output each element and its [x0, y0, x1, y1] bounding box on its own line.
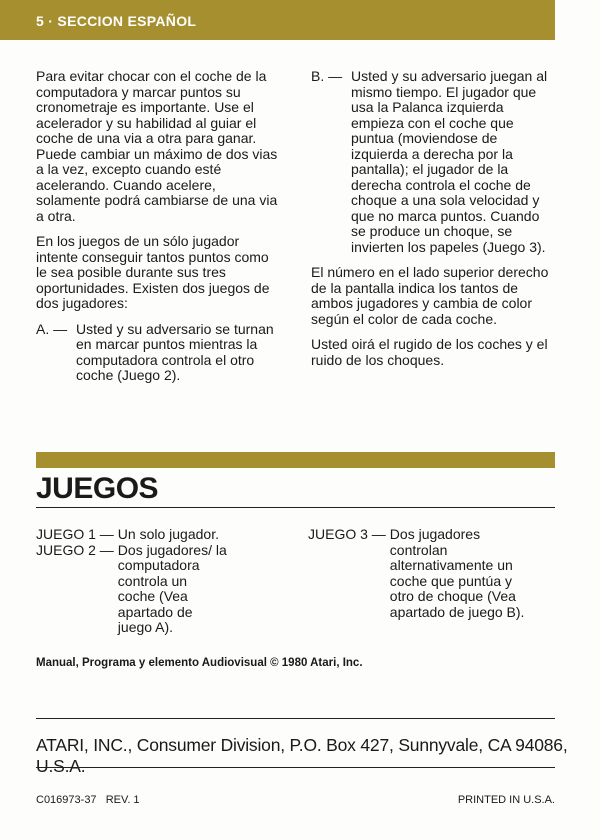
- game-item: [36, 543, 296, 636]
- paragraph-single-player: En los juegos de un sólo jugador intente conseguir tantos puntos como le sea posible durante sus tres oportunidades. Existen dos juegos de dos jugadores:: [36, 233, 270, 311]
- paragraph-sounds: Usted oirá el rugido de los coches y el ruido de los choques.: [311, 336, 548, 368]
- printed-in: PRINTED IN U.S.A.: [457, 794, 555, 806]
- section-title: JUEGOS: [36, 472, 159, 505]
- paragraph-score-display: El número en el lado superior derecho de la pantalla indica los tantos de ambos jugadores y cambia de color según el color de cada coche.: [311, 264, 549, 327]
- paragraph-strategy: Para evitar chocar con el coche de la computadora y marcar puntos su cronometraje es importante. Use el acelerador y su habilidad al guiar el coche de una via a otra para ganar. Puede cambiar un máximo de dos vias a la vez, excepto cuando esté acelerando. Cuando acelere, solamente podrá cambiarse de una via a otra.: [36, 68, 278, 224]
- game-name: JUEGO 3 —: [308, 526, 386, 542]
- copyright-credit: Manual, Programa y elemento Audiovisual © 1980 Atari, Inc.: [36, 657, 363, 669]
- footer-rule-top: [36, 718, 555, 719]
- games-right-column: [308, 527, 558, 620]
- game-description: Un solo jugador.: [117, 526, 219, 542]
- game-name: JUEGO 1 —: [36, 526, 114, 542]
- game-name: JUEGO 2 —: [36, 541, 114, 558]
- document-code: C016973-37 REV. 1: [36, 794, 140, 806]
- footer-rule-bottom: [36, 767, 555, 768]
- list-item-b: [311, 69, 556, 255]
- list-marker-b: B. —: [311, 68, 343, 84]
- right-column: [311, 69, 556, 378]
- game-description: Dos jugadores controlan alternativamente un coche que puntúa y otro de choque (Vea apartado de juego B).: [389, 526, 525, 620]
- games-left-column: [36, 527, 296, 636]
- game-item: [308, 527, 558, 620]
- list-text-b: Usted y su adversario juegan al mismo tiempo. El jugador que usa la Palanca izquierda empieza con el coche que puntua (moviendose de izquierda a derecha por la pantalla); el jugador de la derecha controla el coche de choque a una sola velocidad y que no marca puntos. Cuando se produce un choque, se invierten los papeles (Juego 3).: [351, 68, 548, 255]
- game-description: Dos jugadores/ la computadora controla un coche (Vea apartado de juego A).: [117, 541, 227, 635]
- title-rule: [36, 507, 555, 508]
- section-divider-bar: [36, 452, 555, 468]
- list-text-a: Usted y su adversario se turnan en marcar puntos mientras la computadora controla el otro coche (Juego 2).: [76, 320, 274, 383]
- left-column: [36, 69, 282, 384]
- list-marker-a: A. —: [36, 320, 68, 337]
- game-item: [36, 527, 296, 543]
- list-item-a: [36, 322, 282, 384]
- section-header-bar: [0, 0, 555, 40]
- section-header-label: 5 · SECCION ESPAÑOL: [36, 13, 197, 29]
- company-address: ATARI, INC., Consumer Division, P.O. Box 427, Sunnyvale, CA 94086, U.S.A.: [36, 735, 568, 776]
